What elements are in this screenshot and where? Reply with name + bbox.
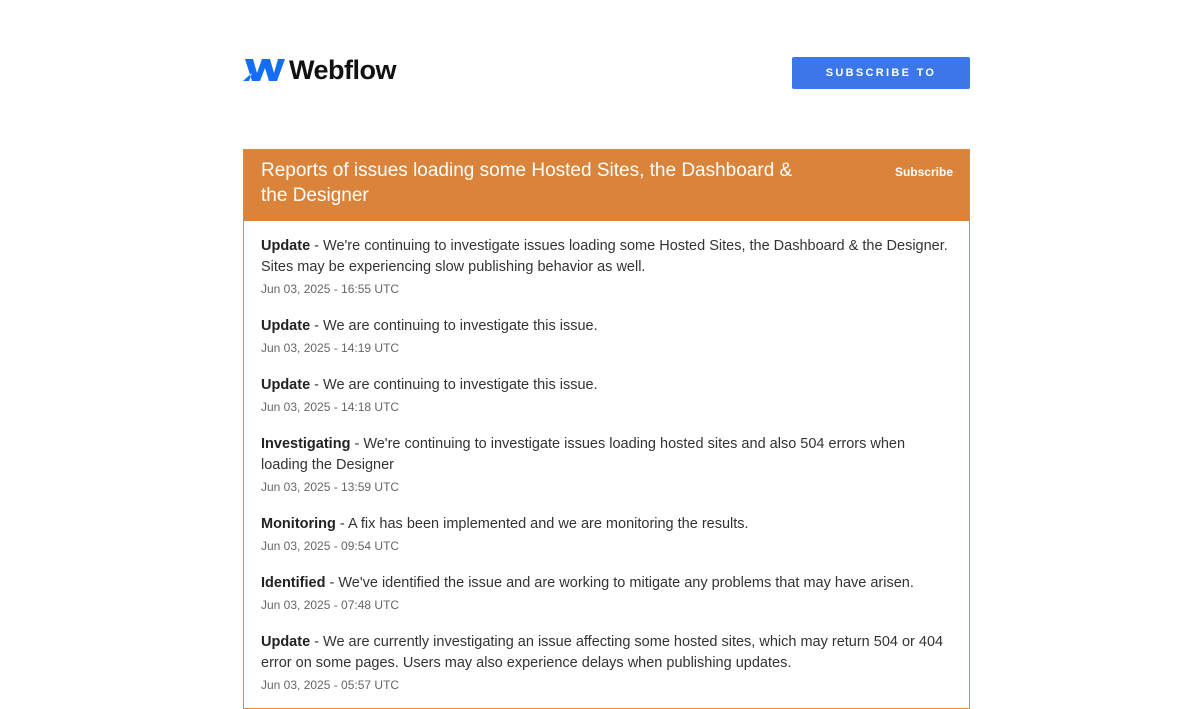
update-message: - We are currently investigating an issue affecting some hosted sites, which may return 504 or 404 error on some pages. Users may also experience delays when publishing updates. bbox=[261, 634, 944, 671]
incident-update bbox=[261, 375, 952, 416]
update-status: Update bbox=[261, 634, 311, 650]
incident-update bbox=[261, 434, 952, 496]
update-message: - We're continuing to investigate issues loading some Hosted Sites, the Dashboard & the Designer. Sites may be experiencing slow publishing behavior as well. bbox=[261, 238, 948, 275]
incident-update bbox=[261, 632, 952, 694]
update-status: Identified bbox=[261, 575, 326, 591]
update-timestamp: Jun 03, 2025 - 14:19 UTC bbox=[261, 341, 400, 355]
update-status: Update bbox=[261, 377, 311, 393]
incident-header bbox=[244, 150, 969, 221]
incident-card bbox=[243, 149, 970, 709]
update-timestamp: Jun 03, 2025 - 05:57 UTC bbox=[261, 678, 400, 692]
incident-update bbox=[261, 573, 952, 614]
page-header bbox=[243, 55, 970, 111]
update-timestamp: Jun 03, 2025 - 16:55 UTC bbox=[261, 282, 400, 296]
update-timestamp: Jun 03, 2025 - 07:48 UTC bbox=[261, 598, 400, 612]
update-timestamp: Jun 03, 2025 - 13:59 UTC bbox=[261, 480, 400, 494]
update-status: Update bbox=[261, 238, 311, 254]
update-timestamp: Jun 03, 2025 - 14:18 UTC bbox=[261, 400, 400, 414]
update-status: Investigating bbox=[261, 436, 351, 452]
update-message: - We are continuing to investigate this issue. bbox=[310, 318, 598, 334]
incident-update bbox=[261, 316, 952, 357]
update-timestamp: Jun 03, 2025 - 09:54 UTC bbox=[261, 539, 400, 553]
brand-name: Webflow bbox=[289, 55, 396, 85]
update-status: Update bbox=[261, 318, 311, 334]
incident-update bbox=[261, 236, 952, 298]
incident-updates-list bbox=[244, 221, 969, 694]
incident-update bbox=[261, 514, 952, 555]
update-message: - A fix has been implemented and we are monitoring the results. bbox=[335, 516, 749, 532]
update-message: - We've identified the issue and are working to mitigate any problems that may have arisen. bbox=[325, 575, 914, 591]
webflow-logo-icon bbox=[243, 56, 285, 84]
incident-subscribe-link[interactable]: Subscribe bbox=[894, 165, 953, 179]
incident-title[interactable]: Reports of issues loading some Hosted Sites, the Dashboard & the Designer bbox=[261, 160, 793, 206]
subscribe-to-updates-button[interactable]: SUBSCRIBE TO UPDATES bbox=[792, 57, 970, 89]
update-message: - We are continuing to investigate this issue. bbox=[310, 377, 598, 393]
update-status: Monitoring bbox=[261, 516, 336, 532]
webflow-logo[interactable] bbox=[243, 56, 396, 84]
update-message: - We're continuing to investigate issues loading hosted sites and also 504 errors when loading the Designer bbox=[261, 436, 906, 473]
